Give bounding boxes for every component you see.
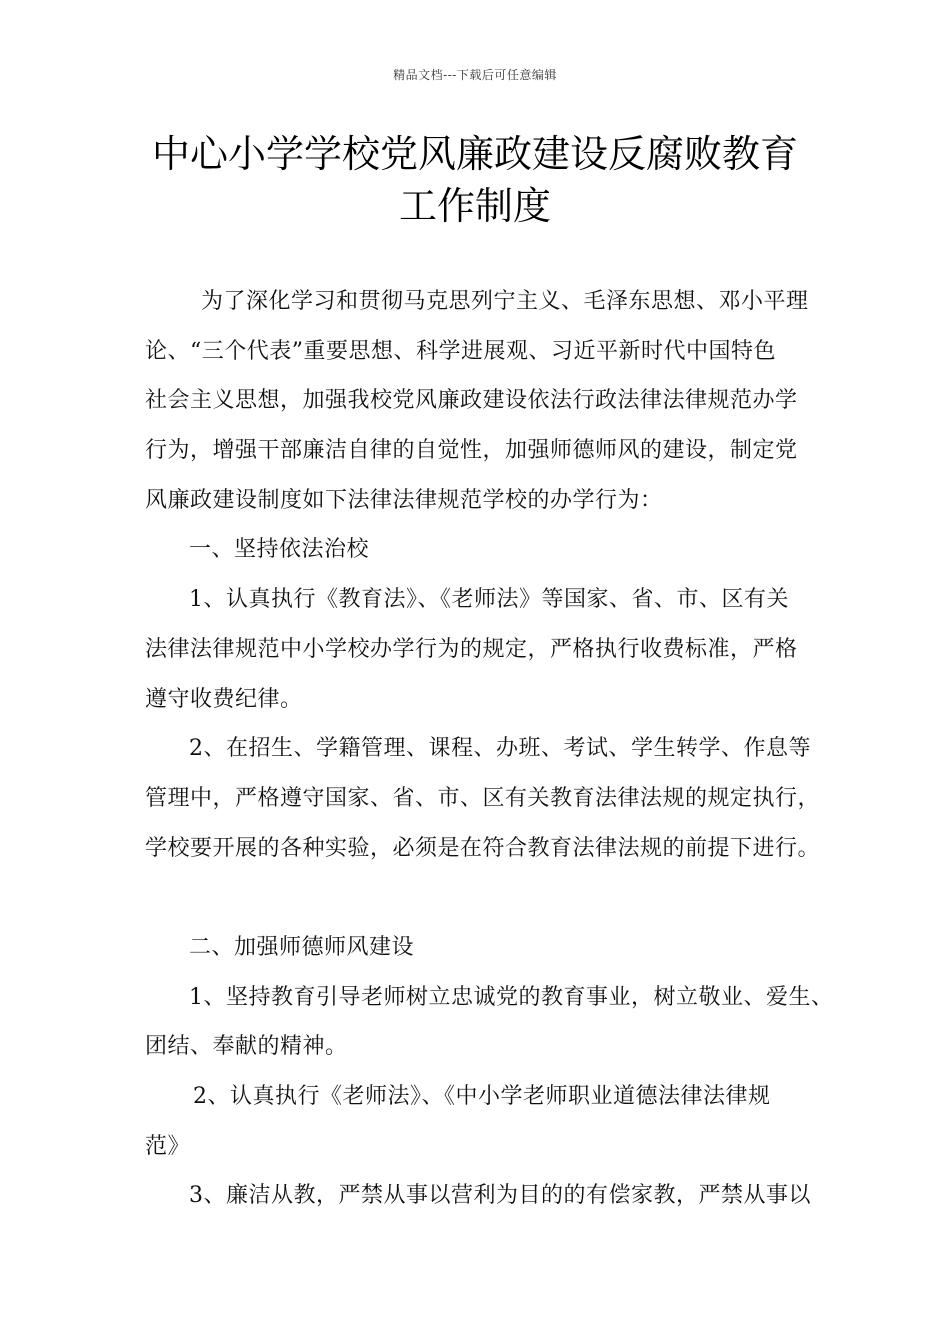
- paragraph-gap: [145, 878, 825, 928]
- section1-item-2: [145, 729, 825, 878]
- paragraph-line: 社会主义思想，加强我校党风廉政建设依法行政法律法律规范办学: [145, 388, 798, 414]
- paragraph-line: 法律法律规范中小学校办学行为的规定，严格执行收费标准，严格: [145, 636, 798, 662]
- section2-item-2: [145, 1077, 825, 1176]
- section2-item-3: [145, 1176, 825, 1226]
- paragraph-line: 2、在招生、学籍管理、课程、办班、考试、学生转学、作息等: [189, 736, 811, 762]
- paragraph-line: 2、认真执行《老师法》、《中小学老师职业道德法律法律规: [193, 1084, 771, 1109]
- title-line-2: 工作制度: [398, 184, 551, 228]
- paragraph-line: 遵守收费纪律。: [145, 686, 303, 712]
- paragraph-line: 风廉政建设制度如下法律法律规范学校的办学行为：: [145, 487, 663, 513]
- paragraph-line: 学校要开展的各种实验，必须是在符合教育法律法规的前提下进行。: [145, 835, 821, 861]
- document-title: [120, 128, 830, 232]
- paragraph-line: 为了深化学习和贯彻马克思列宁主义、毛泽东思想、邓小平理: [201, 289, 809, 314]
- title-line-1: 中心小学学校党风廉政建设反腐败教育: [151, 132, 798, 176]
- section-heading-2: 二、加强师德师风建设: [189, 934, 415, 960]
- section2-item-1: [145, 978, 834, 1077]
- paragraph-line: 论、“三个代表”重要思想、科学进展观、习近平新时代中国特色: [145, 338, 776, 364]
- section1-item-1: [145, 580, 825, 729]
- paragraph-line: 范》: [145, 1133, 191, 1159]
- paragraph-line: 团结、奉献的精神。: [145, 1034, 348, 1060]
- header-note: 精品文档---下载后可任意编辑: [393, 68, 557, 82]
- document-body: [145, 282, 834, 1226]
- paragraph-line: 管理中，严格遵守国家、省、市、区有关教育法律法规的规定执行，: [145, 785, 821, 811]
- intro-paragraph: [145, 282, 825, 530]
- section-heading-1: 一、坚持依法治校: [189, 537, 370, 563]
- paragraph-line: 行为，增强干部廉洁自律的自觉性，加强师德师风的建设，制定党: [145, 438, 798, 464]
- paragraph-line: 3、廉洁从教，严禁从事以营利为目的的有偿家教，严禁从事以: [189, 1183, 811, 1209]
- paragraph-line: 1、坚持教育引导老师树立忠诚党的教育事业，树立敬业、爱生、: [189, 984, 834, 1010]
- paragraph-line: 1、认真执行《教育法》、《老师法》等国家、省、市、区有关: [189, 587, 789, 613]
